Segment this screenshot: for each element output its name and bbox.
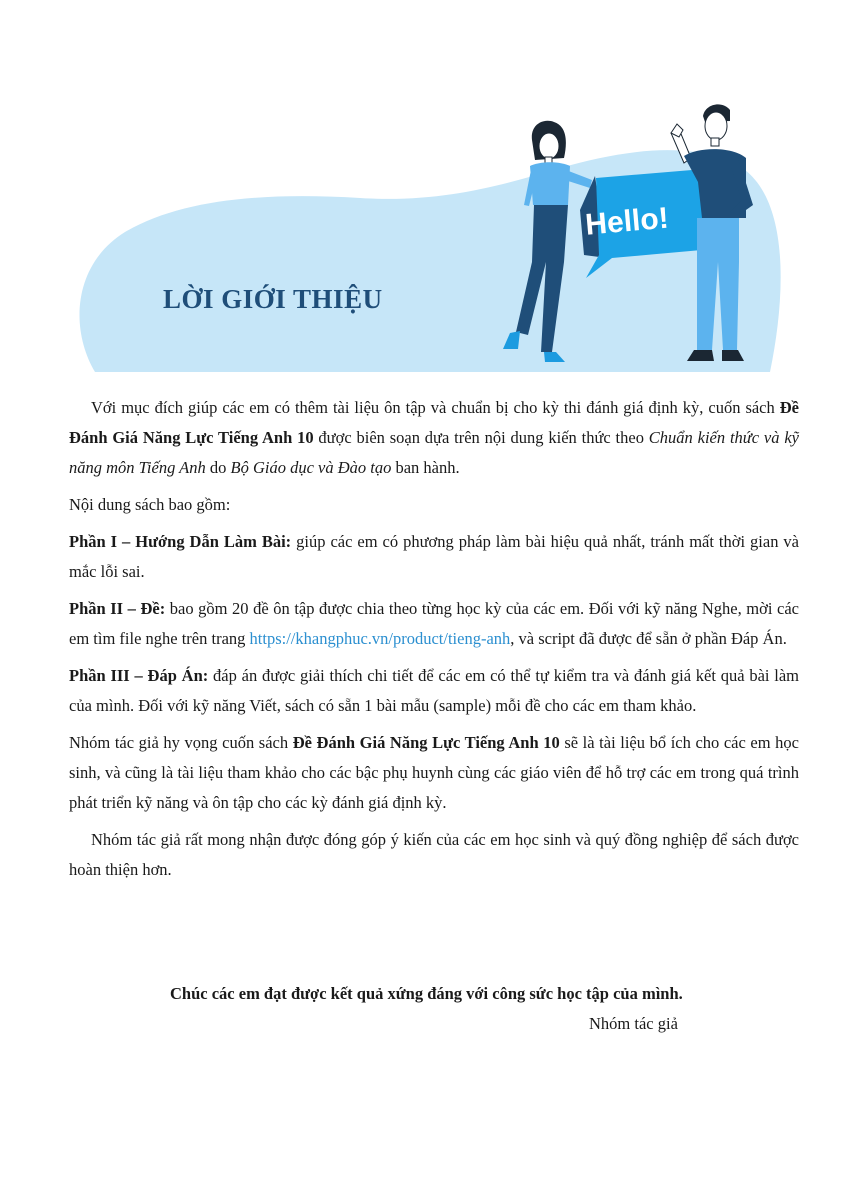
audio-link[interactable]: https://khangphuc.vn/product/tieng-anh	[249, 629, 511, 648]
header-banner	[0, 0, 867, 380]
page-title: LỜI GIỚI THIỆU	[163, 284, 383, 314]
bubble-text: Hello!	[583, 201, 670, 242]
part-3-paragraph: Phần III – Đáp Án: đáp án được giải thích chi tiết để các em có thể tự kiểm tra và đánh giá kết quả bài làm của mình. Đối với kỹ năng Viết, sách có sẵn 1 bài mẫu (sample) mỗi đề cho các em tham khảo.	[69, 666, 800, 715]
part-2-paragraph: Phần II – Đề: bao gồm 20 đề ôn tập được chia theo từng học kỳ của các em. Đối với kỹ năng Nghe, mời các em tìm file nghe trên trang https://khangphuc.vn/product/tieng-anh, và script đã được để sẵn ở phần Đáp Án.	[69, 599, 799, 648]
feedback-paragraph: Nhóm tác giả rất mong nhận được đóng góp ý kiến của các em học sinh và quý đồng nghiệp để sách được hoàn thiện hơn.	[69, 830, 799, 879]
document-body	[69, 393, 799, 892]
closing-line: Chúc các em đạt được kết quả xứng đáng với công sức học tập của mình.	[170, 984, 683, 1003]
signature: Nhóm tác giả	[589, 1014, 678, 1033]
intro-paragraph: Với mục đích giúp các em có thêm tài liệu ôn tập và chuẩn bị cho kỳ thi đánh giá định kỳ, cuốn sách Đề Đánh Giá Năng Lực Tiếng Anh 10 được biên soạn dựa trên nội dung kiến thức theo Chuẩn kiến thức và kỹ năng môn Tiếng Anh do Bộ Giáo dục và Đào tạo ban hành.	[69, 398, 799, 477]
part-1-paragraph: Phần I – Hướng Dẫn Làm Bài: giúp các em có phương pháp làm bài hiệu quả nhất, tránh mất thời gian và mắc lỗi sai.	[69, 532, 800, 581]
header-illustration	[0, 0, 867, 380]
hope-paragraph: Nhóm tác giả hy vọng cuốn sách Đề Đánh Giá Năng Lực Tiếng Anh 10 sẽ là tài liệu bổ ích cho các em học sinh, và cũng là tài liệu tham khảo cho các bậc phụ huynh cùng các giáo viên để hỗ trợ các em trong quá trình phát triển kỹ năng và ôn tập cho các kỳ đánh giá định kỳ.	[69, 733, 800, 812]
contents-heading: Nội dung sách bao gồm:	[69, 495, 231, 514]
